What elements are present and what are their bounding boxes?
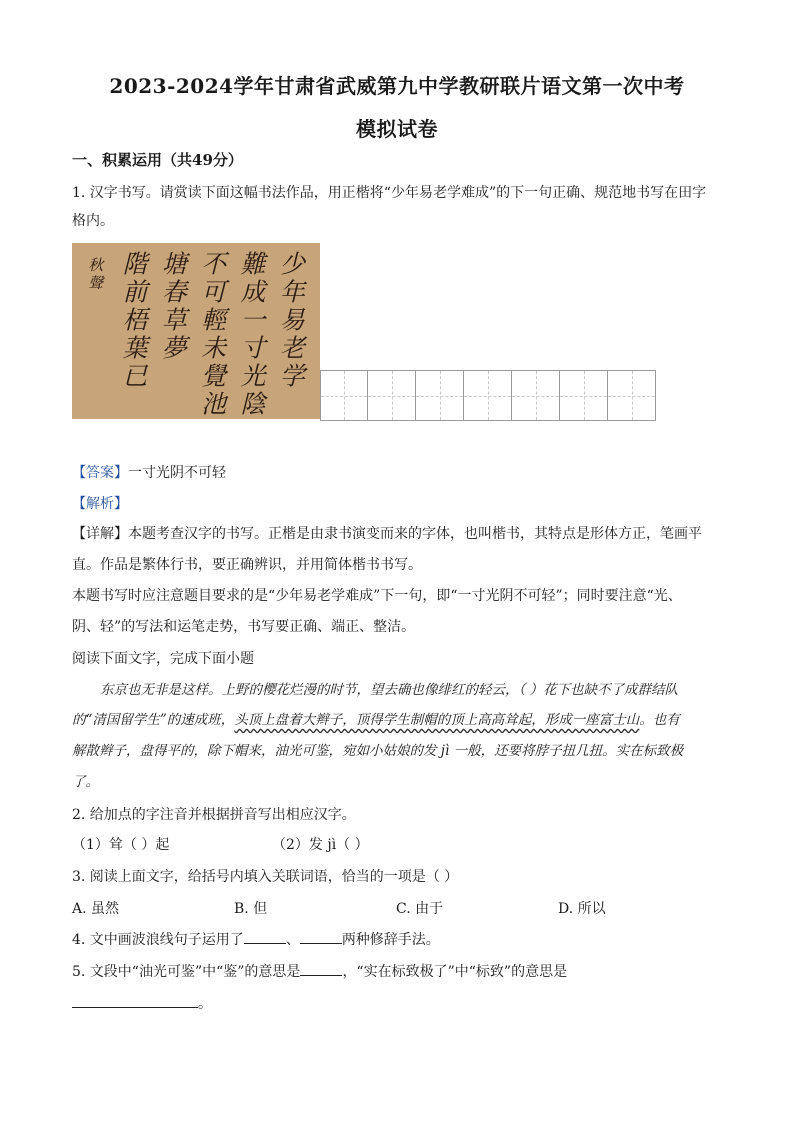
exam-title-line1: 2023-2024学年甘肃省武威第九中学教研联片语文第一次中考	[109, 74, 685, 98]
passage-line2-post: 。也有	[639, 712, 680, 728]
calligraphy-char: 未	[201, 333, 227, 363]
calligraphy-char: 一	[240, 305, 266, 335]
tianzige-cell[interactable]	[368, 371, 416, 420]
calligraphy-char: 光	[240, 361, 266, 391]
answer-text: 一寸光阴不可轻	[128, 465, 226, 481]
q5-text-pre: 5. 文段中“油光可鉴”中“鉴”的意思是	[72, 964, 301, 980]
calligraphy-char: 老	[279, 333, 305, 363]
passage-line2-pre: 的“清国留学生”的速成班，	[72, 712, 235, 728]
q3-option-c[interactable]: C. 由于	[396, 901, 444, 917]
q4-text-mid: 、	[285, 932, 300, 948]
calligraphy-char: 不	[201, 249, 227, 279]
detail-line2: 直。作品是繁体行书，要正确辨识，并用简体楷书书写。	[72, 557, 422, 573]
q2-prompt: 2. 给加点的字注音并根据拼音写出相应汉字。	[72, 807, 356, 823]
calligraphy-char: 覺	[201, 361, 227, 391]
calligraphy-char: 秋	[88, 255, 104, 274]
q1-prompt-line2: 格内。	[72, 213, 114, 229]
q3-option-a[interactable]: A. 虽然	[72, 901, 120, 917]
calligraphy-char: 草	[161, 305, 187, 335]
calligraphy-char: 春	[161, 277, 187, 307]
q3-option-d[interactable]: D. 所以	[558, 901, 606, 917]
q4-prompt	[72, 929, 732, 950]
tianzige-cell[interactable]	[608, 371, 656, 420]
calligraphy-char: 少	[279, 249, 305, 279]
q4-blank-1[interactable]	[244, 929, 286, 944]
section-heading: 一、积累运用（共49分）	[72, 151, 243, 169]
tianzige-cell[interactable]	[416, 371, 464, 420]
tianzige-cell[interactable]	[560, 371, 608, 420]
detail-line1: 【详解】本题考查汉字的书写。正楷是由隶书演变而来的字体，也叫楷书，其特点是形体方正，笔画平	[72, 526, 702, 542]
q4-blank-2[interactable]	[300, 929, 342, 944]
q5-prompt-cont	[72, 993, 732, 1014]
q1-prompt-line1: 1. 汉字书写。请赏读下面这幅书法作品，用正楷将“少年易老学难成”的下一句正确、规范地书写在田字	[72, 185, 707, 201]
tianzige-cell[interactable]	[320, 371, 368, 420]
exam-title-line2: 模拟试卷	[356, 117, 438, 141]
q4-text-post: 两种修辞手法。	[341, 932, 440, 948]
q5-blank-2[interactable]	[72, 993, 198, 1008]
calligraphy-char: 聲	[88, 273, 104, 292]
calligraphy-char: 前	[122, 277, 148, 307]
calligraphy-image	[72, 243, 320, 419]
calligraphy-char: 已	[122, 361, 148, 391]
calligraphy-char: 学	[279, 361, 305, 391]
q5-blank-1[interactable]	[300, 961, 342, 976]
detail-line3: 本题书写时应注意题目要求的是“少年易老学难成”下一句，即“一寸光阴不可轻”；同时要注意“光、	[72, 588, 682, 604]
q5-text-mid: ，“实在标致极了”中“标致”的意思是	[342, 964, 568, 980]
detail-line4: 阴、轻”的写法和运笔走势，书写要正确、端正、整洁。	[72, 619, 416, 635]
passage-line2	[72, 710, 732, 730]
calligraphy-char: 易	[279, 305, 305, 335]
calligraphy-char: 輕	[201, 305, 227, 335]
tianzige-writing-grid[interactable]	[320, 370, 656, 421]
passage-line4: 了。	[72, 774, 99, 790]
calligraphy-char: 夢	[161, 333, 187, 363]
passage-line3: 解散辫子，盘得平的，除下帽来，油光可鉴，宛如小姑娘的发 jì 一般，还要将脖子扭几扭。实在标致极	[72, 743, 684, 759]
answer-line	[72, 463, 732, 483]
q4-text-pre: 4. 文中画波浪线句子运用了	[72, 932, 244, 948]
q3-option-b[interactable]: B. 但	[234, 901, 268, 917]
calligraphy-char: 池	[201, 389, 227, 419]
calligraphy-char: 年	[279, 277, 305, 307]
calligraphy-char: 成	[240, 277, 266, 307]
calligraphy-char: 寸	[240, 333, 266, 363]
calligraphy-char: 梧	[122, 305, 148, 335]
calligraphy-char: 陰	[240, 389, 266, 419]
calligraphy-char: 可	[201, 277, 227, 307]
passage-line1: 东京也无非是这样。上野的樱花烂漫的时节，望去确也像绯红的轻云，（ ）花下也缺不了成群结队	[100, 682, 679, 698]
q3-prompt: 3. 阅读上面文字，给括号内填入关联词语，恰当的一项是（ ）	[72, 869, 459, 885]
q5-prompt	[72, 961, 732, 982]
q2-part2: （2）发 jì（ ）	[272, 837, 369, 853]
q2-part1: （1）耸（ ）起	[72, 837, 170, 853]
tianzige-cell[interactable]	[464, 371, 512, 420]
analysis-tag: 【解析】	[72, 496, 128, 512]
calligraphy-artwork	[72, 243, 320, 419]
q5-text-end: 。	[198, 996, 212, 1012]
calligraphy-char: 階	[122, 249, 148, 279]
calligraphy-char: 難	[240, 249, 266, 279]
wavy-underlined-sentence: 头顶上盘着大辫子，顶得学生制帽的顶上高高耸起，形成一座富士山	[234, 712, 640, 728]
q3-options	[72, 898, 732, 918]
calligraphy-char: 葉	[122, 333, 148, 363]
reading-prompt: 阅读下面文字，完成下面小题	[72, 651, 254, 667]
tianzige-cell[interactable]	[512, 371, 560, 420]
answer-tag: 【答案】	[72, 465, 128, 481]
calligraphy-char: 塘	[161, 249, 187, 279]
